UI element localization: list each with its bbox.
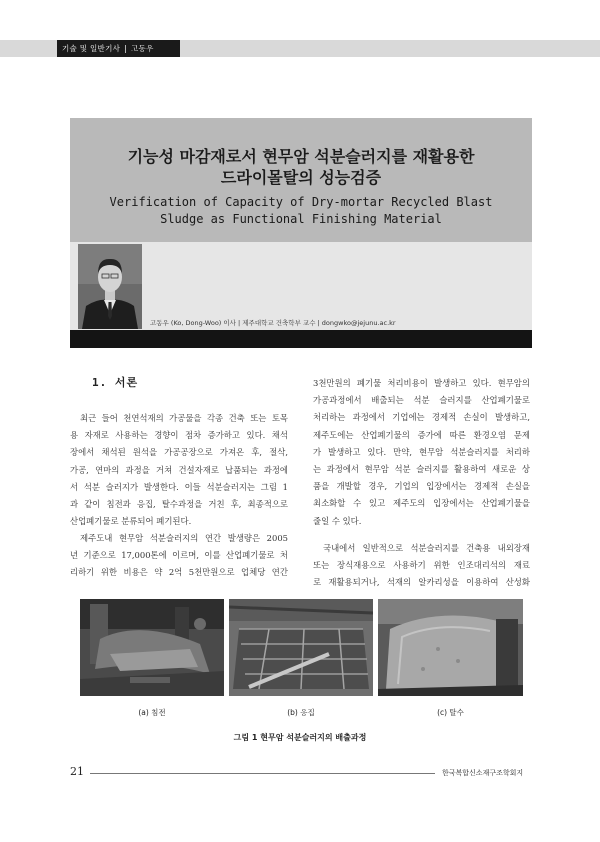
text-line: 용 자재로 사용하는 경향이 점차 증가하고 있다. 채석 <box>70 430 288 441</box>
title-ko-line1: 기능성 마감재로서 현무암 석분슬러지를 재활용한 <box>127 147 475 166</box>
text-line: 년 기준으로 17,000톤에 이르며, 이를 산업폐기물로 처 <box>70 550 288 561</box>
text-line: 산업폐기물로 분류되어 폐기된다. <box>70 516 192 527</box>
text-line: 가공, 연마의 과정을 거쳐 건설자재로 납품되는 과정에 <box>70 464 288 475</box>
left-column-paragraph-2 <box>70 530 288 582</box>
left-column-paragraph-1 <box>70 410 288 530</box>
text-line: 가 발생하고 있다. 만약, 현무암 석분슬러지를 처리하 <box>313 446 530 457</box>
text-line: 는 과정에서 현무암 석분 슬러지를 활용하여 새로운 상 <box>313 464 530 475</box>
author-bar <box>70 330 532 348</box>
figure-image-dewatering <box>378 599 523 696</box>
text-line: 3천만원의 폐기물 처리비용이 발생하고 있다. 현무암의 <box>313 378 530 388</box>
header-author: 고동우 <box>131 44 154 53</box>
header-category: 기술 및 일반기사 <box>62 44 121 53</box>
title-en-line2: Sludge as Functional Finishing Material <box>160 212 442 226</box>
section-heading: 1. 서론 <box>92 376 139 389</box>
text-line: 처리하는 과정에서 기업에는 경제적 손실이 발생하고, <box>313 412 530 423</box>
figure-caption: 그림 1 현무암 석분슬러지의 배출과정 <box>233 733 367 742</box>
journal-name: 한국복합신소재구조학회지 <box>442 769 524 777</box>
text-line: 서 석분 슬러지가 발생한다. 이들 석분슬러지는 그림 1 <box>70 481 288 492</box>
text-line: 줄일 수 있다. <box>313 515 362 526</box>
text-line: 품을 개발할 경우, 기업의 입장에서는 경제적 손실을 <box>313 481 530 492</box>
text-line: 최소화할 수 있고 제주도의 입장에서는 산업폐기물을 <box>313 498 530 509</box>
figure-label-a: (a) 침전 <box>138 708 166 717</box>
text-line: 과 같이 침전과 응집, 탈수과정을 거친 후, 최종적으로 <box>70 499 288 510</box>
page-number: 21 <box>70 765 84 778</box>
article-title-korean <box>70 146 532 188</box>
figure-label-c: (c) 탈수 <box>437 708 464 717</box>
header-separator: | <box>124 44 128 53</box>
text-line: 로 재활용되거나, 석재의 알카리성을 이용하여 산성화 <box>313 577 530 588</box>
text-line: 국내에서 일반적으로 석분슬러지를 건축용 내외장재 <box>323 543 530 553</box>
figure-image-coagulation <box>229 599 373 696</box>
title-ko-line2: 드라이몰탈의 성능검증 <box>220 168 382 187</box>
right-column-paragraph-2 <box>313 540 530 592</box>
author-info: 고동우 (Ko, Dong-Woo) 이사 | 제주대학교 건축학부 교수 | dongwko@jejunu.ac.kr <box>150 319 396 327</box>
figure-label-b: (b) 응집 <box>287 708 315 717</box>
text-line: 가공과정에서 배출되는 석분 슬러지를 산업폐기물로 <box>313 395 530 406</box>
text-line: 리하기 위한 비용은 약 2억 5천만원으로 업체당 연간 <box>70 567 288 578</box>
text-line: 최근 들어 천연석재의 가공물을 각종 건축 또는 토목 <box>80 413 288 423</box>
text-line: 제주도에는 산업폐기물의 증가에 따른 환경오염 문제 <box>313 429 530 440</box>
article-title-english <box>70 194 532 228</box>
author-photo <box>78 244 142 329</box>
figure-image-sedimentation <box>80 599 224 696</box>
text-line: 또는 장식재용으로 사용하기 위한 인조대리석의 재료 <box>313 560 530 571</box>
text-line: 장에서 채석된 원석을 가공공장으로 가져온 후, 절삭, <box>70 447 288 458</box>
text-line: 제주도내 현무암 석분슬러지의 연간 발생량은 2005 <box>80 533 288 543</box>
right-column-paragraph-1 <box>313 375 530 530</box>
footer-divider <box>90 773 435 774</box>
running-header <box>57 40 180 57</box>
title-en-line1: Verification of Capacity of Dry-mortar Recycled Blast <box>109 195 493 209</box>
